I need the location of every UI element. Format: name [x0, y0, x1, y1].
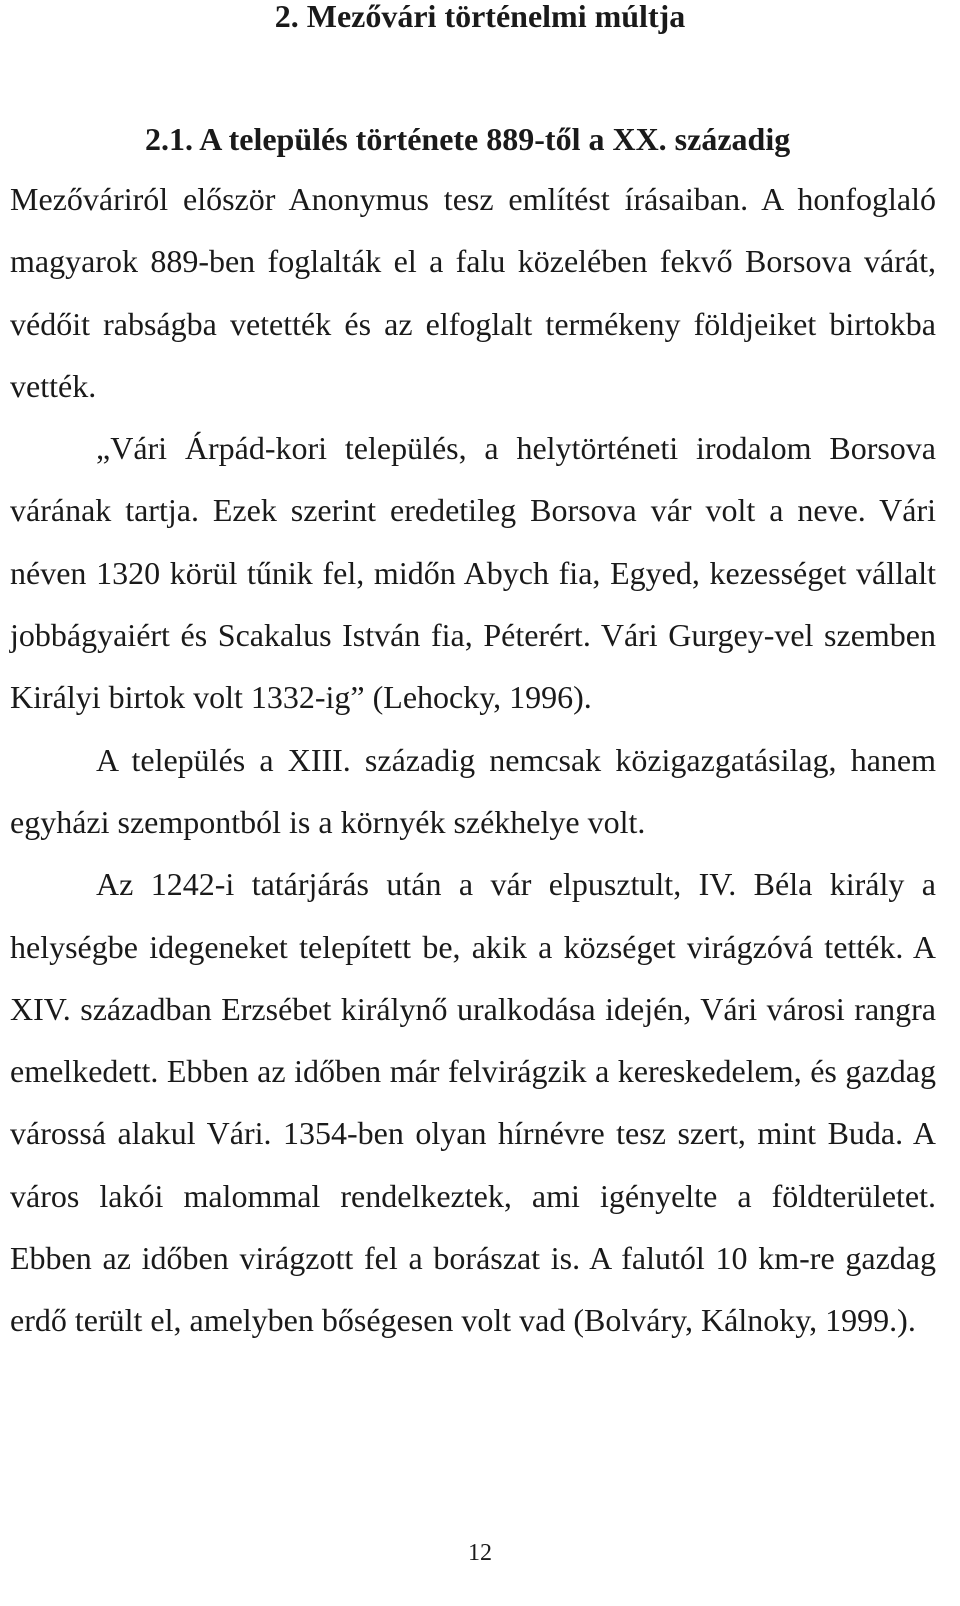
paragraph-administration: A település a XIII. századig nemcsak közigazgatásilag, hanem egyházi szempontból is a környék székhelye volt.	[10, 741, 936, 840]
paragraph-quote: „Vári Árpád-kori település, a helytörténeti irodalom Borsova várának tartja. Ezek szerint eredetileg Borsova vár volt a neve. Vári néven 1320 körül tűnik fel, midőn Abych fia, Egyed, kezességet vállalt jobbágyaiért és Scakalus István fia, Péterért. Vári Gurgey-vel szemben Királyi birtok volt 1332-ig” (Lehocky, 1996).	[10, 430, 936, 716]
paragraph-intro: Mezőváriról először Anonymus tesz említést írásaiban. A honfoglaló magyarok 889-ben foglalták el a falu közelében fekvő Borsova várát, védőit rabságba vetették és az elfoglalt termékeny földjeiket birtokba vették.	[10, 181, 936, 404]
paragraph-tatar-invasion: Az 1242-i tatárjárás után a vár elpusztult, IV. Béla király a helységbe idegeneket telepített be, akik a községet virágzóvá tették. A XIV. században Erzsébet királynő uralkodása idején, Vári városi rangra emelkedett. Ebben az időben már felvirágzik a kereskedelem, és gazdag várossá alakul Vári. 1354-ben olyan hírnévre tesz szert, mint Buda. A város lakói malommal rendelkeztek, ami igényelte a földterületet. Ebben az időben virágzott fel a borászat is. A falutól 10 km-re gazdag erdő terült el, amelyben bőségesen volt vad (Bolváry, Kálnoky, 1999.).	[10, 866, 936, 1339]
section-title: 2.1. A település története 889-től a XX. századig	[145, 121, 791, 157]
chapter-title: 2. Mezővári történelmi múltja	[274, 0, 686, 34]
body-text	[10, 168, 936, 1352]
page-number: 12	[468, 1540, 492, 1566]
